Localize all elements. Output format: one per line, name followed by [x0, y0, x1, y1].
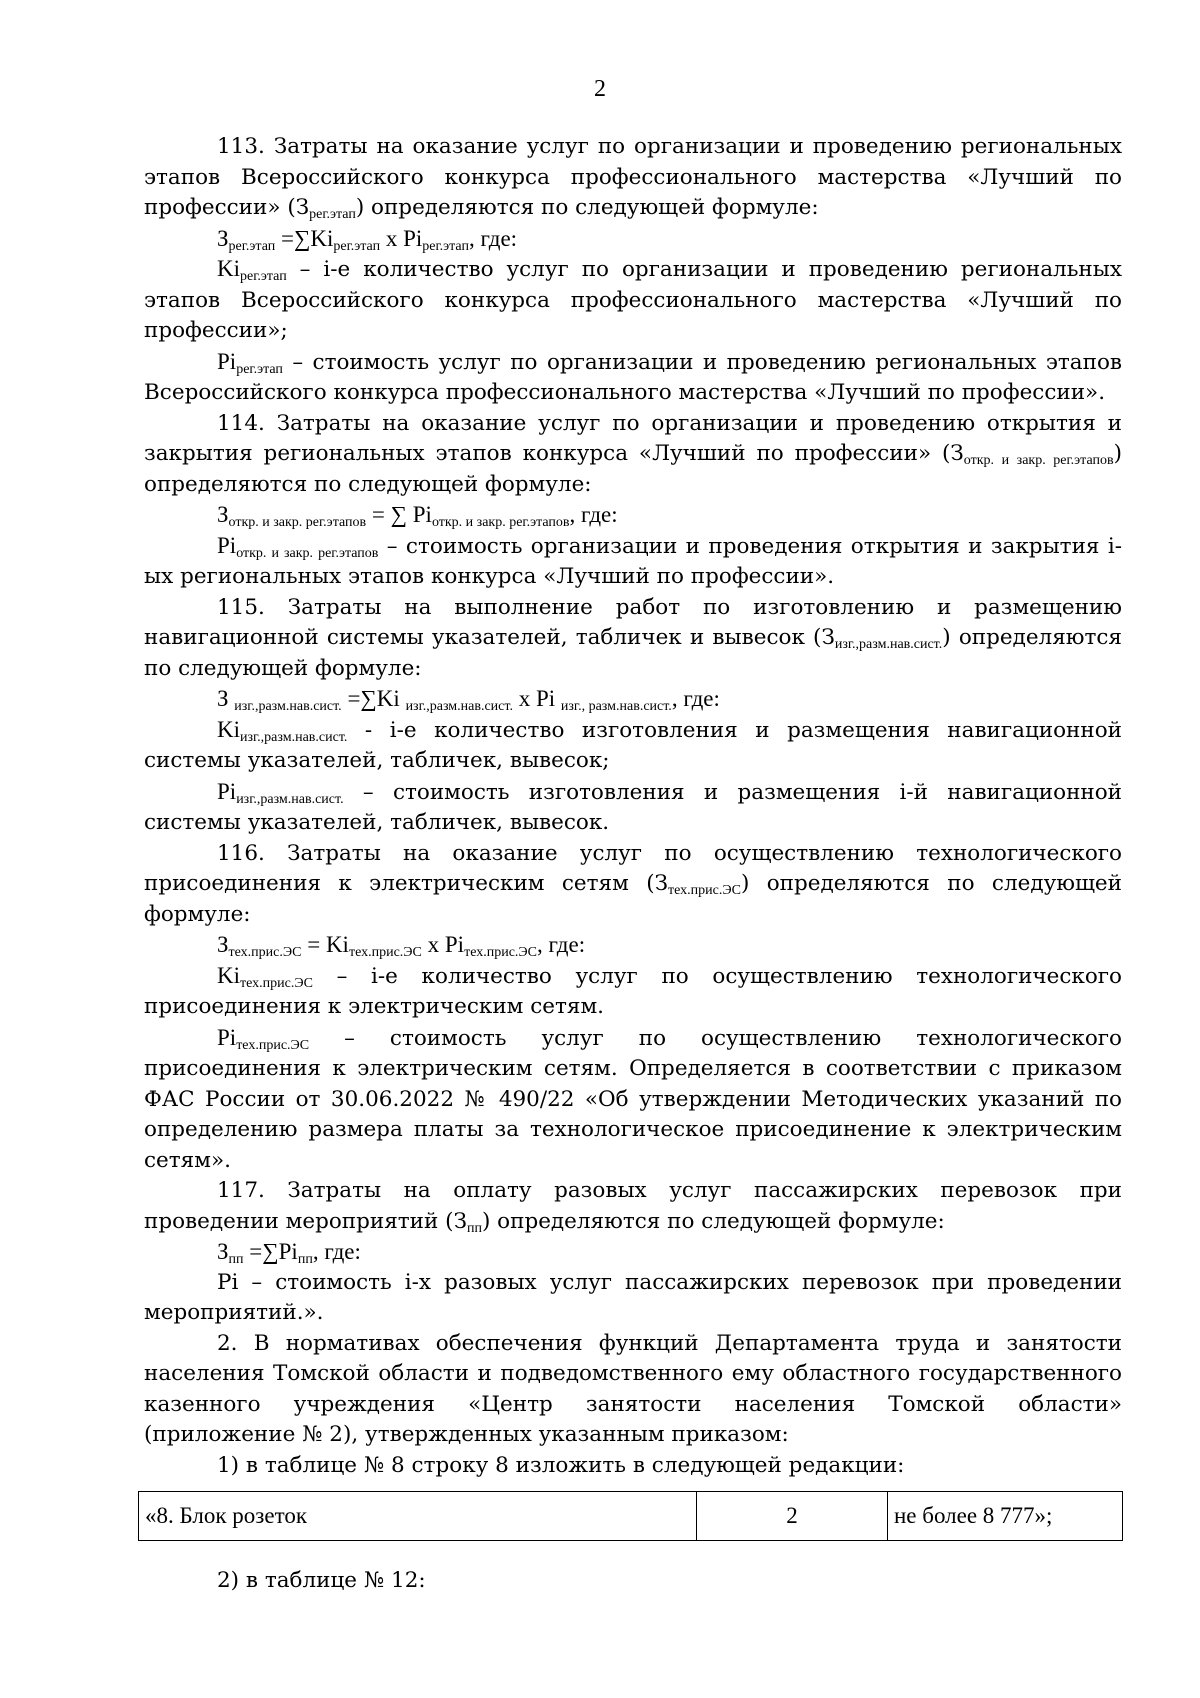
definition-ki-113: $Ki_{рег.этап} - i-е$ количество услуг по организации и проведению региональных этапов Всероссийского конкурса профессионального мастерства «Лучший по профессии»; [144, 256, 1122, 343]
formula-114: $З_{откр. и закр. рег.этапов}$ = ∑ $Pi_{откр. и закр. рег.этапов}$, где: [217, 502, 618, 530]
paragraph-114: 114. Затраты на оказание услуг по организации и проведению открытия и закрытия региональных этапов конкурса «Лучший по профессии» $(З_{откр. и закр. рег.этапов})$ определяются по следующей формуле: [144, 410, 1122, 497]
paragraph-2: 2. В нормативах обеспечения функций Департамента труда и занятости населения Томской области и подведомственного ему областного государственного казенного учреждения «Центр занятости населения Томской области» (приложение № 2), утвержденных указанным приказом: [144, 1330, 1122, 1447]
definition-pi-114: $Pi_{откр. и закр. рег.этапов}$ – стоимость организации и проведения открытия и закрытия i-ых региональных этапов конкурса «Лучший по профессии». [144, 532, 1122, 589]
definition-ki-115: $Ki_{изг.,разм.нав.сист.} - i-е$ количество изготовления и размещения навигационной системы указателей, табличек, вывесок; [144, 716, 1122, 773]
formula-113: $З_{рег.этап} =\sum Ki_{рег.этап}$ x $Pi_{рег.этап}$, где: [217, 225, 518, 254]
paragraph-113: 113. Затраты на оказание услуг по организации и проведению региональных этапов Всероссийского конкурса профессионального мастерства «Лучший по профессии» $(З_{рег.этап})$ определяются по следующей формуле: [144, 134, 1122, 222]
definition-pi-115: $Pi_{изг.,разм.нав.сист.}$ – стоимость изготовления и размещения i-й навигационной системы указателей, табличек, вывесок. [144, 778, 1122, 835]
list-item-2: 2) в таблице № 12: [217, 1568, 426, 1593]
formula-115: З $_{изг.,разм.нав.сист.}$ =∑Ki $_{изг.,разм.нав.сист.}$ x Pi $_{изг., разм.нав.сист.}$, где: [217, 686, 720, 714]
definition-ki-116: $Ki_{тех.прис.ЭС} - i-е$ количество услуг по осуществлению технологического присоединения к электрическим сетям. [144, 962, 1122, 1019]
table-cell-quantity: 2 [697, 1492, 888, 1541]
table-cell-price: не более 8 777»; [888, 1492, 1123, 1541]
replacement-table [138, 1491, 1123, 1541]
page-number: 2 [594, 76, 606, 102]
list-item-1: 1) в таблице № 8 строку 8 изложить в следующей редакции: [217, 1453, 905, 1478]
table-row [139, 1492, 1123, 1541]
paragraph-115: 115. Затраты на выполнение работ по изготовлению и размещению навигационной системы указателей, табличек и вывесок $(З_{изг.,разм.нав.сист.})$ определяются по следующей формуле: [144, 594, 1122, 681]
definition-pi-113: $Pi_{рег.этап}$ – стоимость услуг по организации и проведению региональных этапов Всероссийского конкурса профессионального мастерства «Лучший по профессии». [144, 348, 1122, 405]
formula-116: $З_{тех.прис.ЭС} = Ki_{тех.прис.ЭС}$ x $Pi_{тех.прис.ЭС}$, где: [217, 932, 586, 960]
paragraph-117: 117. Затраты на оплату разовых услуг пассажирских перевозок при проведении мероприятий $(З_{пп})$ определяются по следующей формуле: [144, 1178, 1122, 1236]
definition-pi-116: $Pi_{тех.прис.ЭС}$ – стоимость услуг по осуществлению технологического присоединения к электрическим сетям. Определяется в соответствии с приказом ФАС России от 30.06.2022 № 490/22 «Об утверждении Методических указаний по определению размера платы за технологическое присоединение к электрическим сетям». [144, 1024, 1122, 1173]
document-body [144, 132, 1122, 1451]
paragraph-116: 116. Затраты на оказание услуг по осуществлению технологического присоединения к электрическим сетям $(З_{тех.прис.ЭС})$ определяются по следующей формуле: [144, 840, 1122, 927]
table-cell-name: «8. Блок розеток [139, 1492, 697, 1541]
formula-117: $З_{пп} =\sum Pi_{пп}$, где: [217, 1239, 361, 1267]
definition-pi-117: Pi – стоимость i-х разовых услуг пассажирских перевозок при проведении мероприятий.». [144, 1269, 1122, 1325]
